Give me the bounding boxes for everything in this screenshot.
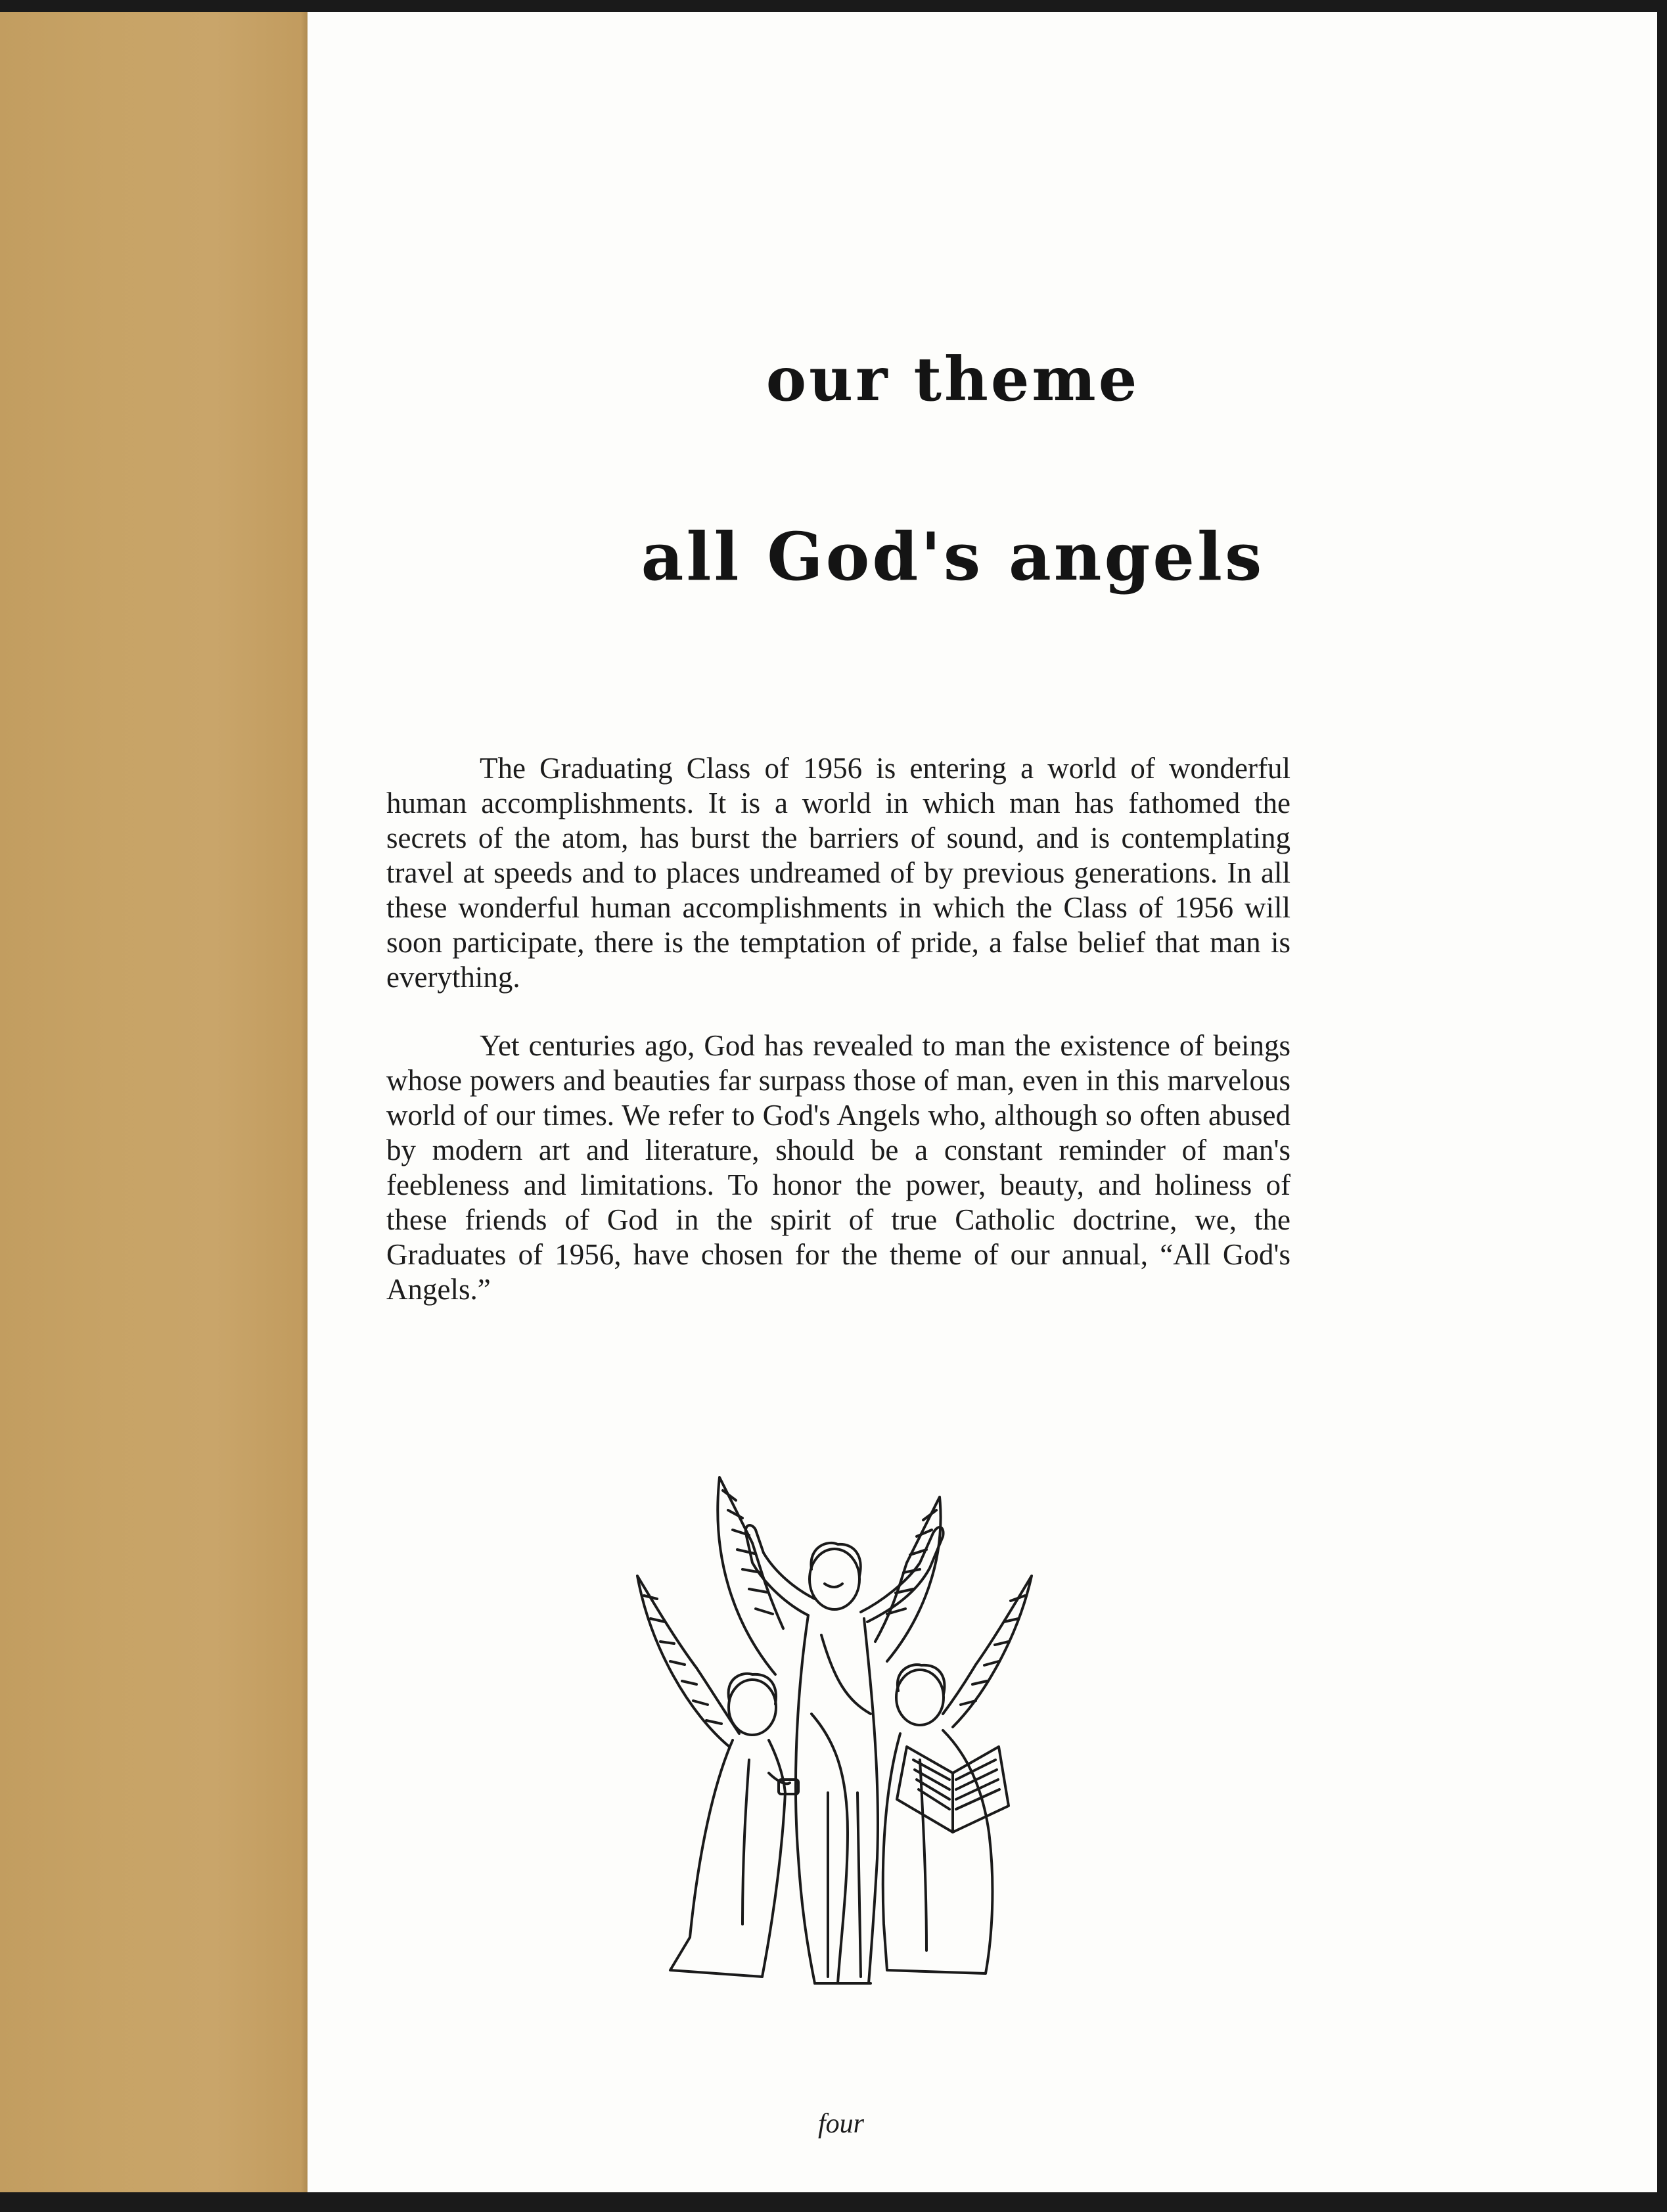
theme-title: all God's angels bbox=[641, 518, 1265, 595]
paragraph-1: The Graduating Class of 1956 is entering a world of wonderful human accomplishments. It is a world in which man has fathomed the secrets of the atom, has burst the barriers of sound, and is contemplating travel at speeds and to places undreamed of by previous generations. In all these wonderful human accomplishments in which the Class of 1956 will soon participate, there is the temptation of pride, a false belief that man is everything. bbox=[386, 752, 1290, 994]
page-number: four bbox=[817, 2109, 864, 2139]
yearbook-page bbox=[0, 12, 1657, 2192]
band-edge-shadow bbox=[301, 12, 308, 2192]
theme-heading: our theme bbox=[765, 344, 1140, 415]
theme-text bbox=[386, 751, 1290, 1341]
gold-side-band bbox=[0, 12, 308, 2192]
paragraph-2: Yet centuries ago, God has revealed to man the existence of beings whose powers and beauties far surpass those of man, even in this marvelous world of our times. We refer to God's Angels who, although so often abused by modern art and literature, should be a constant reminder of man's feebleness and limitations. To honor the power, beauty, and holiness of these friends of God in the spirit of true Catholic doctrine, we, the Graduates of 1956, have chosen for the theme of our annual, “All God's Angels.” bbox=[386, 1029, 1290, 1306]
three-angels-icon bbox=[611, 1464, 1071, 2003]
